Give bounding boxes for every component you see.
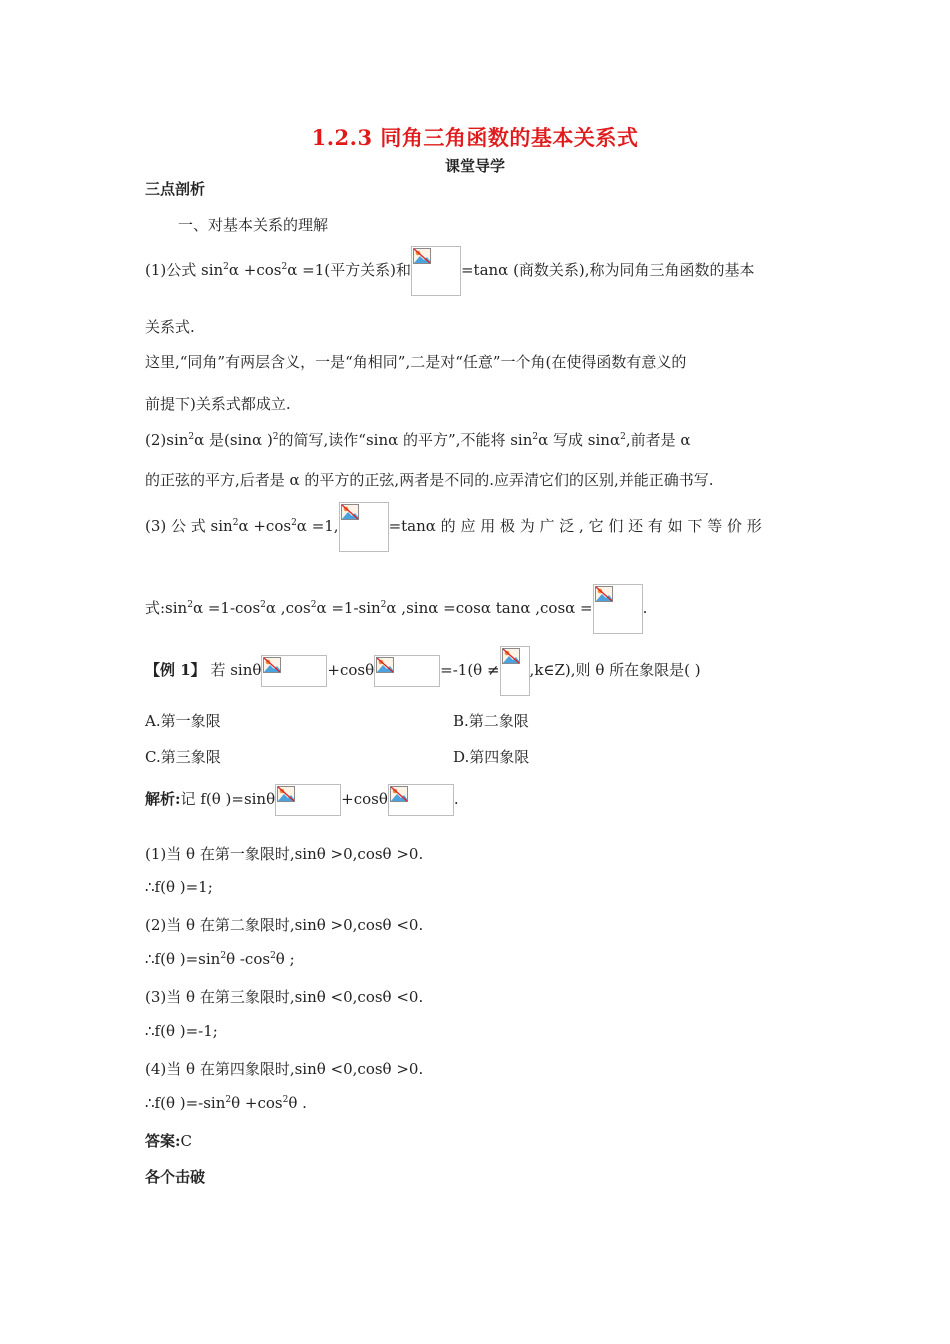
- formula-image: [339, 502, 389, 552]
- example-1: 【例 1】 若 sinθ +cosθ =-1(θ ≠ ,k∈Z),则 θ 所在象限是( ): [145, 646, 701, 696]
- broken-image-icon: [376, 657, 394, 673]
- broken-image-icon: [595, 586, 613, 602]
- paragraph-1: (1)公式 $\sin^2\alpha +\cos^2\alpha =1$(平方关系)和 =tanα (商数关系),称为同角三角函数的基本: [145, 246, 755, 296]
- broken-image-icon: [502, 648, 520, 664]
- broken-image-icon: [263, 657, 281, 673]
- case-1: (1)当 θ 在第一象限时,sinθ >0,cosθ >0.: [145, 845, 424, 863]
- result-1: ∴f(θ )=1;: [145, 878, 213, 896]
- formula-image: [261, 655, 327, 687]
- case-2: (2)当 θ 在第二象限时,sinθ >0,cosθ <0.: [145, 916, 424, 934]
- paragraph-2-line2: 的正弦的平方,后者是 α 的平方的正弦,两者是不同的.应弄清它们的区别,并能正确书写.: [145, 471, 714, 489]
- case-3: (3)当 θ 在第三象限时,sinθ <0,cosθ <0.: [145, 988, 424, 1006]
- option-a: A.第一象限: [145, 712, 221, 730]
- formula-image: [500, 646, 530, 696]
- section-heading: 三点剖析: [145, 180, 206, 198]
- formula-image: [593, 584, 643, 634]
- solution: 解析:记 f(θ )=sinθ +cosθ .: [145, 784, 459, 816]
- broken-image-icon: [341, 504, 359, 520]
- paragraph-1b-line2: 前提下)关系式都成立.: [145, 395, 291, 413]
- formula-image: [388, 784, 454, 816]
- broken-image-icon: [277, 786, 295, 802]
- result-3: ∴f(θ )=-1;: [145, 1022, 218, 1040]
- paragraph-3-line1: (3) 公 式 $\sin^2\alpha +\cos^2\alpha =1$, =tanα 的 应 用 极 为 广 泛 , 它 们 还 有 如 下 等 价 形: [145, 502, 762, 552]
- page-title: 1.2.3 同角三角函数的基本关系式: [311, 125, 639, 150]
- formula-image: [411, 246, 461, 296]
- point-heading: 一、对基本关系的理解: [178, 216, 329, 234]
- option-c: C.第三象限: [145, 748, 221, 766]
- section-heading-2: 各个击破: [145, 1168, 206, 1186]
- paragraph-3-line2: 式$:\sin^2\alpha =1-\cos^2\alpha$ $,\cos^2\alpha =1-\sin^2\alpha$ ,sinα =cosα tanα ,cosα = .: [145, 584, 647, 634]
- option-d: D.第四象限: [453, 748, 530, 766]
- formula-image: [275, 784, 341, 816]
- case-4: (4)当 θ 在第四象限时,sinθ <0,cosθ >0.: [145, 1060, 424, 1078]
- broken-image-icon: [390, 786, 408, 802]
- paragraph-1-continued: 关系式.: [145, 318, 195, 336]
- paragraph-1b-line1: 这里,“同角”有两层含义，一是“角相同”,二是对“任意”一个角(在使得函数有意义的: [145, 353, 687, 371]
- paragraph-2-line1: $(2)\sin^2\alpha$ 是(sinα )$^2$的简写,读作“sinα 的平方”,不能将 $\sin^2\alpha$ 写成 sinα$^2$,前者是 α: [145, 431, 691, 449]
- answer: 答案:C: [145, 1132, 193, 1150]
- formula-image: [374, 655, 440, 687]
- result-4: ∴f(θ )$=-\sin^2\theta +\cos^2\theta$ .: [145, 1094, 307, 1112]
- result-2: ∴f(θ )$=\sin^2\theta$ $-\cos^2\theta$ ;: [145, 950, 295, 968]
- page-subtitle: 课堂导学: [444, 157, 505, 175]
- option-b: B.第二象限: [453, 712, 529, 730]
- broken-image-icon: [413, 248, 431, 264]
